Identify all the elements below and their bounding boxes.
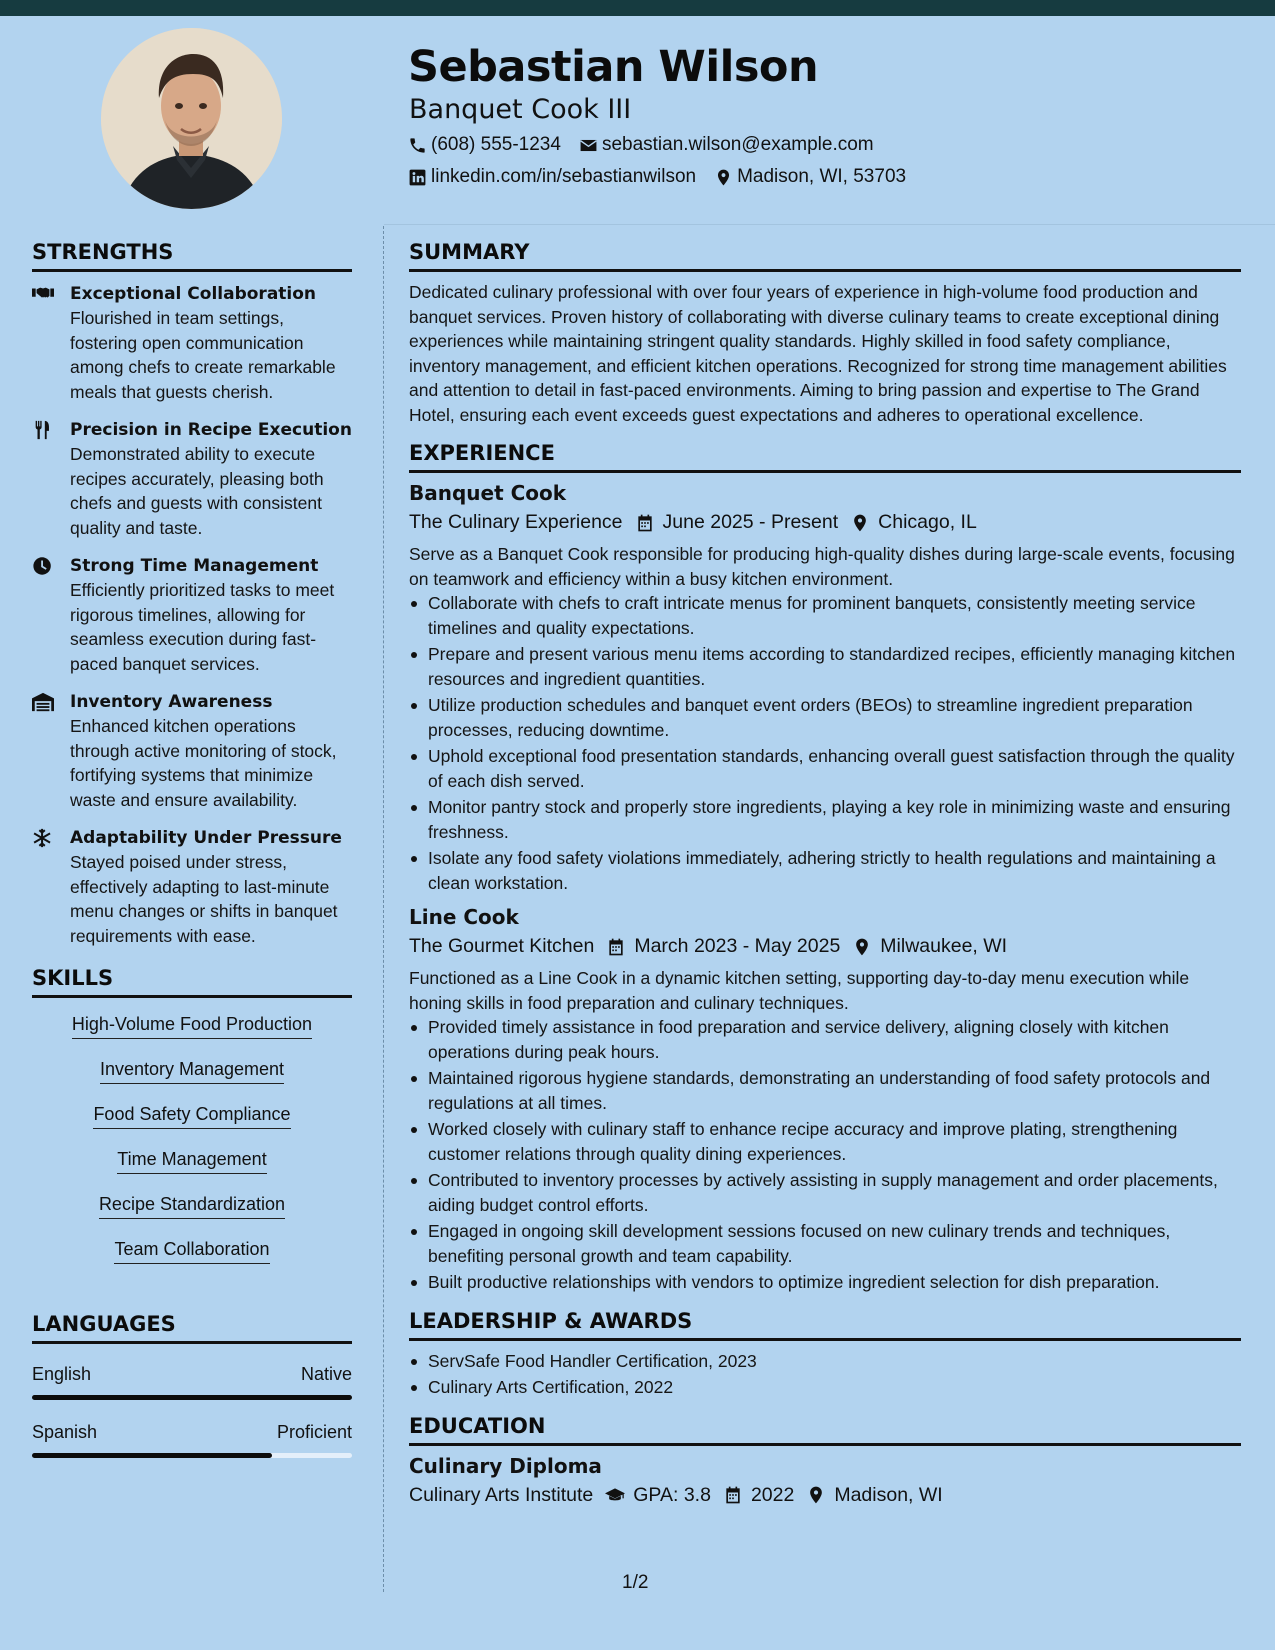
job-location: Chicago, IL [878,511,977,533]
skill-tag: High-Volume Food Production [72,1012,312,1039]
list-item: ServSafe Food Handler Certification, 2023 [409,1349,1241,1374]
skills-heading: SKILLS [32,966,352,998]
list-item: Maintained rigorous hygiene standards, demonstrating an understanding of food safety protocols and regulations at all times. [409,1066,1241,1115]
school-name: Culinary Arts Institute [409,1483,594,1506]
map-pin-icon [714,168,733,187]
clock-icon [32,556,54,576]
calendar-icon [723,1485,743,1505]
calendar-icon [606,937,626,957]
strength-desc: Stayed poised under stress, effectively adapting to last-minute menu changes or shifts in banquet requirements with ease. [70,852,338,946]
skill-tag: Recipe Standardization [99,1192,285,1219]
education-heading: EDUCATION [409,1414,1241,1446]
contact-row-2 [408,166,924,188]
contact-row-1 [408,134,892,156]
list-item: Engaged in ongoing skill development sessions focused on new culinary trends and techniques, benefiting personal growth and team capability. [409,1219,1241,1268]
job-bullets [409,591,1241,895]
languages-heading: LANGUAGES [32,1312,352,1344]
language-proficiency-fill [32,1453,272,1458]
job-meta [409,935,1241,958]
job-summary: Functioned as a Line Cook in a dynamic kitchen setting, supporting day-to-day menu execution while honing skills in food preparation and culinary techniques. [409,968,1190,1013]
handshake-icon [32,284,54,304]
job-dates: June 2025 - Present [662,511,839,533]
language-proficiency-fill [32,1395,352,1400]
job-company: The Gourmet Kitchen [409,935,595,957]
email-text: sebastian.wilson@example.com [601,134,874,155]
job-title: Line Cook [409,905,519,929]
skill-tag: Food Safety Compliance [93,1102,290,1129]
job-title: Banquet Cook [409,481,567,505]
right-column [409,240,1241,1515]
email-contact[interactable] [579,134,874,156]
summary-text: Dedicated culinary professional with over four years of experience in high-volume food production and banquet services. Proven history of collaborating with diverse culinary teams to create exceptional dining experiences while maintaining stringent quality standards. Highly skilled in food safety compliance, inventory management, and efficient kitchen operations. Recognized for strong time management abilities and attention to detail in fast-paced environments. Aiming to bring passion and expertise to The Grand Hotel, ensuring each event exceeds guest expectations and adheres to operational excellence. [409,282,1227,425]
map-pin-icon [806,1485,826,1505]
header-divider [384,224,1275,225]
phone-icon [408,136,427,155]
strength-item [32,418,352,540]
list-item: Provided timely assistance in food preparation and service delivery, aligning closely with kitchen operations during peak hours. [409,1015,1241,1064]
strength-name: Precision in Recipe Execution [70,420,352,440]
language-name: Spanish [32,1422,98,1442]
profile-photo [101,28,282,209]
strength-desc: Efficiently prioritized tasks to meet rigorous timelines, allowing for seamless execution during fast-paced banquet services. [70,580,335,674]
job-bullets [409,1015,1241,1295]
strength-item [32,690,352,812]
utensils-icon [32,420,54,440]
job-entry [409,905,1241,1295]
strengths-heading: STRENGTHS [32,240,352,272]
job-summary: Serve as a Banquet Cook responsible for producing high-quality dishes during large-scale events, focusing on teamwork and efficiency within a busy kitchen environment. [409,544,1235,589]
column-divider [383,226,384,1592]
warehouse-icon [32,692,54,712]
location-text: Madison, WI, 53703 [737,166,907,187]
candidate-name: Sebastian Wilson [408,42,819,92]
language-proficiency-bar [32,1453,352,1458]
list-item: Built productive relationships with vendors to optimize ingredient selection for dish preparation. [409,1270,1241,1295]
language-level: Native [300,1364,352,1384]
strength-name: Adaptability Under Pressure [70,828,342,848]
awards-heading: LEADERSHIP & AWARDS [409,1309,1241,1341]
education-entry [409,1454,1241,1507]
list-item: Utilize production schedules and banquet event orders (BEOs) to streamline ingredient preparation processes, reducing downtime. [409,693,1241,742]
language-proficiency-bar [32,1395,352,1400]
map-pin-icon [852,937,872,957]
location-contact [714,166,906,188]
language-level: Proficient [276,1422,352,1442]
skills-list [32,1008,352,1282]
envelope-icon [579,136,598,155]
job-location: Milwaukee, WI [880,935,1008,957]
top-accent-bar [0,0,1275,16]
list-item: Prepare and present various menu items according to standardized recipes, efficiently managing kitchen resources and ingredient quantities. [409,642,1241,691]
degree-title: Culinary Diploma [409,1453,602,1478]
skill-tag: Team Collaboration [114,1237,269,1264]
left-column [32,240,352,1458]
skill-tag: Time Management [117,1147,266,1174]
strength-name: Strong Time Management [70,556,319,576]
linkedin-icon [408,168,427,187]
skill-tag: Inventory Management [100,1057,284,1084]
language-item [32,1422,352,1458]
strength-item [32,826,352,948]
education-location: Madison, WI [834,1483,943,1506]
awards-list [409,1349,1241,1400]
page-number: 1/2 [622,1572,649,1593]
experience-heading: EXPERIENCE [409,441,1241,473]
list-item: Isolate any food safety violations immediately, adhering strictly to health regulations and maintaining a clean workstation. [409,846,1241,895]
calendar-icon [635,513,655,533]
candidate-title: Banquet Cook III [409,94,632,125]
strength-name: Exceptional Collaboration [70,284,317,304]
strength-item [32,282,352,404]
strength-desc: Enhanced kitchen operations through active monitoring of stock, fortifying systems that minimize waste and ensure availability. [70,716,337,810]
job-meta [409,511,1241,534]
language-item [32,1364,352,1400]
education-year: 2022 [750,1483,795,1506]
job-dates: March 2023 - May 2025 [634,935,841,957]
list-item: Contributed to inventory processes by actively assisting in supply management and order placements, aiding budget control efforts. [409,1168,1241,1217]
education-meta [409,1484,1241,1507]
phone-contact[interactable] [408,134,561,156]
strength-name: Inventory Awareness [70,692,273,712]
list-item: Worked closely with culinary staff to enhance recipe accuracy and improve plating, strengthening customer relations through quality dining experiences. [409,1117,1241,1166]
language-name: English [32,1364,92,1384]
job-company: The Culinary Experience [409,511,623,533]
strength-desc: Demonstrated ability to execute recipes accurately, pleasing both chefs and guests with consistent quality and taste. [70,444,324,538]
summary-heading: SUMMARY [409,240,1241,272]
snowflake-icon [32,828,54,848]
list-item: Monitor pantry stock and properly store ingredients, playing a key role in minimizing waste and ensuring freshness. [409,795,1241,844]
list-item: Culinary Arts Certification, 2022 [409,1375,1241,1400]
map-pin-icon [850,513,870,533]
linkedin-contact[interactable] [408,166,696,188]
list-item: Collaborate with chefs to craft intricate menus for prominent banquets, consistently meeting service timelines and quality expectations. [409,591,1241,640]
graduation-cap-icon [605,1485,625,1505]
linkedin-text: linkedin.com/in/sebastianwilson [431,166,697,187]
job-entry [409,481,1241,895]
phone-text: (608) 555-1234 [431,134,561,155]
strength-desc: Flourished in team settings, fostering open communication among chefs to create remarkable meals that guests cherish. [70,308,336,402]
list-item: Uphold exceptional food presentation standards, enhancing overall guest satisfaction through the quality of each dish served. [409,744,1241,793]
strength-item [32,554,352,676]
education-gpa: GPA: 3.8 [633,1483,711,1506]
